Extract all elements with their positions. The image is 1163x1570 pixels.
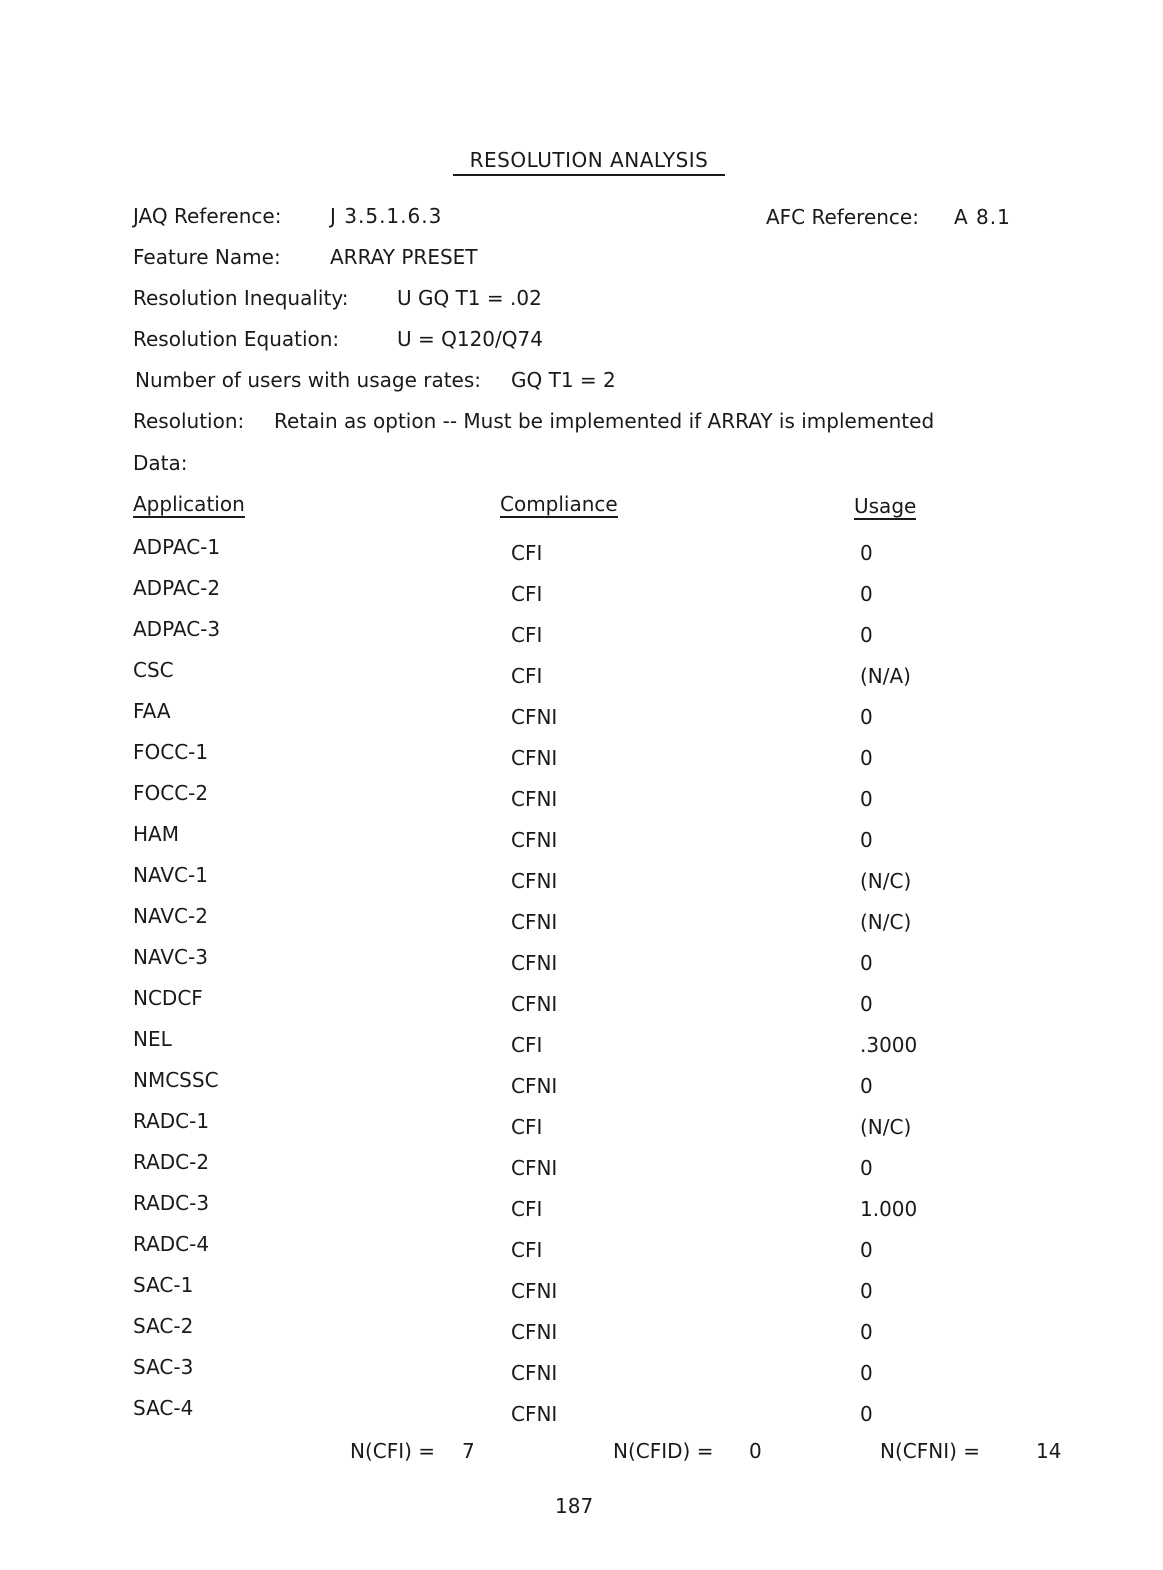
cell-application: ADPAC-3 [133,617,221,641]
table-row [0,699,1163,729]
cell-usage: 0 [860,951,873,975]
cell-application: RADC-4 [133,1232,210,1256]
cell-application: NAVC-1 [133,863,208,887]
cell-usage: 1.000 [860,1197,918,1221]
cell-application: NCDCF [133,986,203,1010]
cell-compliance: CFI [511,664,543,688]
total-cfi-value: 7 [462,1439,475,1463]
users-with-usage-value: GQ T1 = 2 [511,368,616,392]
cell-compliance: CFI [511,1115,543,1139]
cell-compliance: CFNI [511,1361,558,1385]
cell-usage: 0 [860,623,873,647]
data-label: Data: [133,451,188,475]
table-row [0,1396,1163,1426]
cell-usage: 0 [860,1238,873,1262]
resolution-value: Retain as option -- Must be implemented if ARRAY is implemented [274,409,935,433]
cell-compliance: CFI [511,1197,543,1221]
cell-usage: 0 [860,1279,873,1303]
table-row [0,904,1163,934]
cell-usage: 0 [860,1074,873,1098]
table-row [0,617,1163,647]
users-with-usage-label: Number of users with usage rates: [135,368,482,392]
page-number: 187 [555,1494,594,1518]
total-cfni-value: 14 [1036,1439,1062,1463]
page-title: RESOLUTION ANALYSIS [453,150,725,176]
column-header-application: Application [133,492,245,516]
table-row [0,986,1163,1016]
cell-usage: 0 [860,828,873,852]
afc-reference-label: AFC Reference: [766,205,919,229]
cell-application: HAM [133,822,179,846]
cell-application: SAC-3 [133,1355,194,1379]
cell-application: FOCC-2 [133,781,209,805]
cell-compliance: CFI [511,582,543,606]
table-row [0,1191,1163,1221]
cell-usage: 0 [860,582,873,606]
table-row [0,1232,1163,1262]
resolution-inequality-value: U GQ T1 = .02 [397,286,542,310]
cell-usage: 0 [860,746,873,770]
cell-usage: 0 [860,1361,873,1385]
table-row [0,1068,1163,1098]
cell-compliance: CFNI [511,951,558,975]
cell-compliance: CFNI [511,869,558,893]
cell-application: NAVC-3 [133,945,208,969]
table-row [0,658,1163,688]
cell-compliance: CFNI [511,1156,558,1180]
cell-compliance: CFNI [511,910,558,934]
cell-usage: 0 [860,1402,873,1426]
total-cfni-label: N(CFNI) = [880,1439,981,1463]
cell-usage: 0 [860,541,873,565]
cell-compliance: CFI [511,541,543,565]
cell-application: ADPAC-1 [133,535,221,559]
table-row [0,1314,1163,1344]
cell-application: FAA [133,699,171,723]
table-row [0,781,1163,811]
cell-application: ADPAC-2 [133,576,221,600]
cell-compliance: CFNI [511,746,558,770]
jaq-reference-label: JAQ Reference: [133,204,282,228]
cell-usage: (N/C) [860,869,912,893]
table-row [0,740,1163,770]
cell-compliance: CFNI [511,705,558,729]
table-row [0,1150,1163,1180]
cell-compliance: CFI [511,1238,543,1262]
cell-application: RADC-2 [133,1150,210,1174]
cell-compliance: CFNI [511,1320,558,1344]
resolution-equation-label: Resolution Equation: [133,327,340,351]
column-header-usage: Usage [854,494,917,518]
cell-application: NMCSSC [133,1068,219,1092]
table-row [0,1355,1163,1385]
cell-usage: 0 [860,992,873,1016]
column-header-compliance: Compliance [500,492,618,516]
table-row [0,576,1163,606]
total-cfid-value: 0 [749,1439,762,1463]
cell-usage: 0 [860,1320,873,1344]
cell-compliance: CFNI [511,787,558,811]
resolution-equation-value: U = Q120/Q74 [397,327,543,351]
cell-application: NAVC-2 [133,904,208,928]
total-cfid-label: N(CFID) = [613,1439,714,1463]
cell-application: RADC-3 [133,1191,210,1215]
cell-usage: (N/C) [860,910,912,934]
cell-compliance: CFI [511,1033,543,1057]
cell-application: RADC-1 [133,1109,210,1133]
cell-usage: 0 [860,1156,873,1180]
table-row [0,945,1163,975]
total-cfi-label: N(CFI) = [350,1439,436,1463]
cell-usage: 0 [860,787,873,811]
jaq-reference-value: J 3.5.1.6.3 [330,204,443,228]
table-row [0,863,1163,893]
afc-reference-value: A 8.1 [954,205,1011,229]
cell-usage: (N/C) [860,1115,912,1139]
cell-application: SAC-1 [133,1273,194,1297]
table-row [0,1027,1163,1057]
table-row [0,1109,1163,1139]
cell-compliance: CFNI [511,1402,558,1426]
feature-name-value: ARRAY PRESET [330,245,478,269]
cell-application: CSC [133,658,174,682]
cell-usage: .3000 [860,1033,918,1057]
cell-compliance: CFI [511,623,543,647]
cell-application: FOCC-1 [133,740,209,764]
cell-application: SAC-4 [133,1396,194,1420]
resolution-inequality-label: Resolution Inequality: [133,286,349,310]
cell-application: NEL [133,1027,172,1051]
cell-compliance: CFNI [511,992,558,1016]
cell-compliance: CFNI [511,1279,558,1303]
resolution-label: Resolution: [133,409,245,433]
cell-usage: 0 [860,705,873,729]
cell-compliance: CFNI [511,1074,558,1098]
table-row [0,1273,1163,1303]
cell-compliance: CFNI [511,828,558,852]
cell-application: SAC-2 [133,1314,194,1338]
cell-usage: (N/A) [860,664,911,688]
table-row [0,822,1163,852]
feature-name-label: Feature Name: [133,245,281,269]
table-row [0,535,1163,565]
